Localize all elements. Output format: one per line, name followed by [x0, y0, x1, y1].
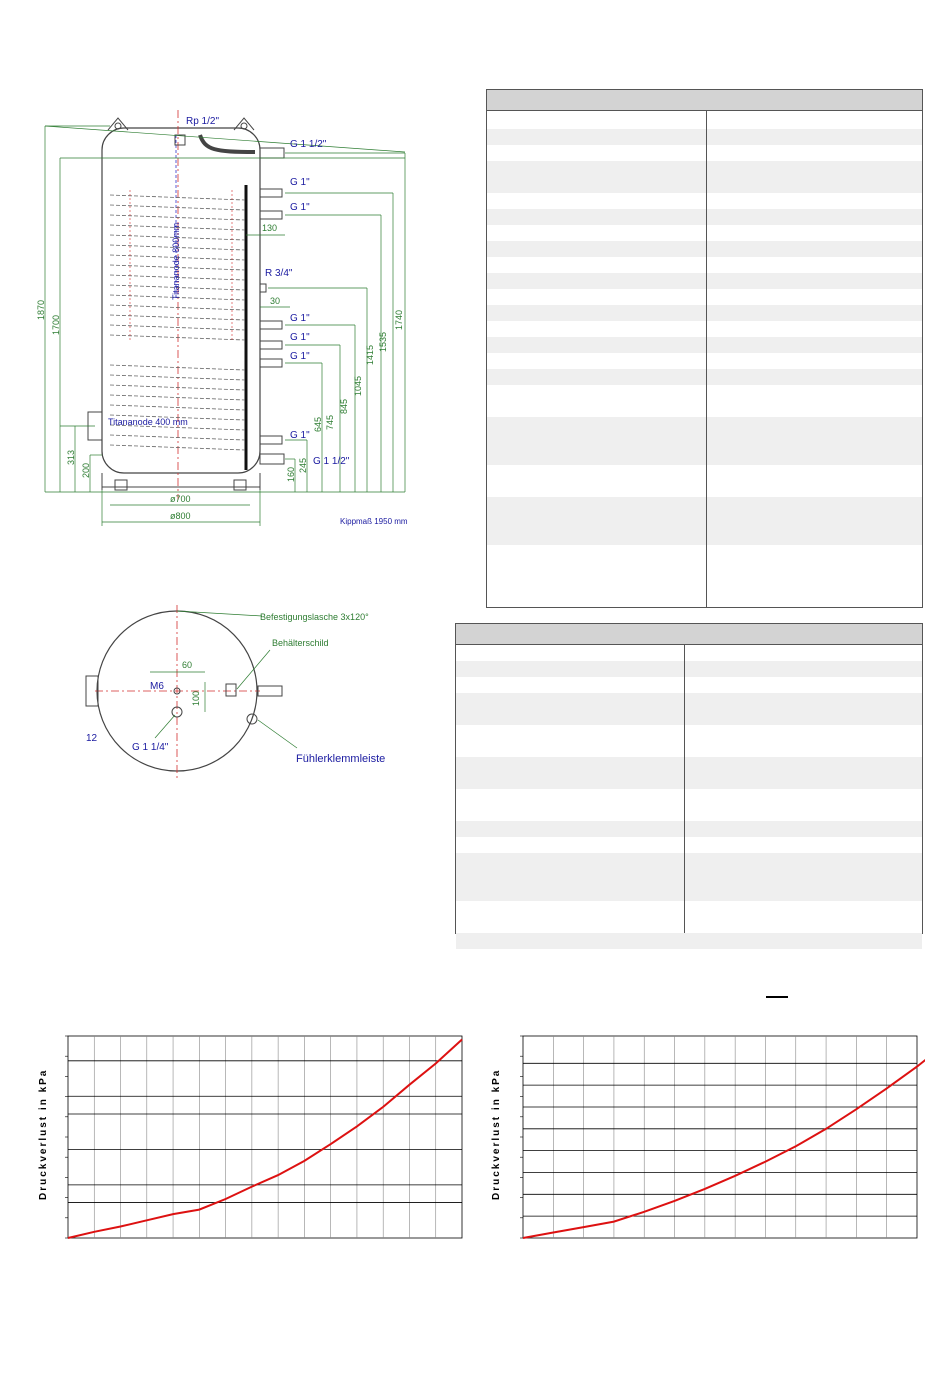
dim-245: 245 [298, 457, 308, 473]
spec-table-1-divider [706, 111, 707, 607]
table-row [487, 161, 922, 193]
dim-745: 745 [325, 414, 335, 430]
label-conn-6: G 1" [290, 332, 310, 343]
label-conn-4: R 3/4" [265, 268, 293, 279]
dim-60: 60 [182, 660, 193, 670]
table-row [487, 241, 922, 257]
label-conn-5: G 1" [290, 313, 310, 324]
table-row [456, 853, 922, 901]
table-row [456, 789, 922, 821]
dim-dia800: ø800 [170, 511, 191, 521]
spec-table-2-rows [456, 645, 922, 949]
dim-845: 845 [339, 398, 349, 414]
table-row [487, 289, 922, 305]
dim-dia700: ø700 [170, 494, 191, 504]
dim-1415: 1415 [365, 344, 375, 365]
table-row [487, 145, 922, 161]
label-conn-3: G 1" [290, 202, 310, 213]
table-row [487, 305, 922, 321]
table-row [487, 497, 922, 545]
table-row [487, 385, 922, 417]
pressure-loss-chart-1 [60, 1030, 470, 1245]
table-row [487, 321, 922, 337]
chart-1-ylabel: Druckverlust in kPa [38, 1068, 49, 1200]
label-bracket: Befestigungslasche 3x120° [260, 612, 369, 622]
label-sensor-strip: Fühlerklemmleiste [296, 753, 386, 765]
dim-645: 645 [313, 416, 323, 432]
table-row [456, 725, 922, 757]
table-row [487, 273, 922, 289]
pressure-loss-chart-2 [515, 1030, 925, 1245]
label-conn-1: G 1 1/2" [290, 139, 327, 150]
pressure-loss-curve [523, 1043, 925, 1238]
label-m6: M6 [150, 681, 164, 692]
table-row [456, 757, 922, 789]
label-conn-8: G 1" [290, 430, 310, 441]
spec-table-1-rows [487, 111, 922, 545]
table-row [487, 209, 922, 225]
tank-side-view-drawing [0, 0, 460, 560]
table-row [456, 837, 922, 853]
table-row [487, 111, 922, 129]
label-anode-vertical: Titananode 800mm [171, 222, 181, 300]
table-row [487, 129, 922, 145]
dim-1870: 1870 [36, 299, 46, 320]
table-row [456, 933, 922, 949]
table-row [456, 693, 922, 725]
chart-2-ylabel: Druckverlust in kPa [491, 1068, 502, 1200]
tank-top-view-drawing [0, 560, 460, 800]
dim-100: 100 [191, 690, 201, 706]
dim-30: 30 [270, 296, 281, 306]
dim-200: 200 [81, 462, 91, 478]
label-conn-9: G 1 1/2" [313, 456, 350, 467]
plot-frame [523, 1036, 917, 1238]
label-nameplate: Behälterschild [272, 638, 329, 648]
dim-160: 160 [286, 466, 296, 482]
table-row [487, 257, 922, 273]
label-g114: G 1 1/4" [132, 742, 169, 753]
spec-table-2-divider [684, 645, 685, 933]
spec-table-1 [486, 89, 923, 608]
plot-frame [68, 1036, 462, 1238]
table-row [487, 369, 922, 385]
dim-130: 130 [262, 223, 278, 233]
table-row [456, 821, 922, 837]
pressure-loss-curve [68, 1040, 462, 1239]
table-row [456, 677, 922, 693]
spec-table-1-header [487, 90, 922, 111]
table-row [487, 193, 922, 209]
spec-table-2-header [456, 624, 922, 645]
dim-1740: 1740 [394, 309, 404, 330]
label-conn-7: G 1" [290, 351, 310, 362]
table-row [487, 417, 922, 465]
dim-1045: 1045 [353, 375, 363, 396]
dash-mark [766, 996, 788, 998]
label-12: 12 [86, 733, 98, 744]
table-row [487, 465, 922, 497]
label-anode-horizontal: Titananode 400 mm [108, 417, 188, 427]
dim-1700: 1700 [51, 314, 61, 335]
table-row [456, 901, 922, 933]
table-row [487, 353, 922, 369]
spec-table-2 [455, 623, 923, 934]
dim-1535: 1535 [378, 331, 388, 352]
label-conn-2: G 1" [290, 177, 310, 188]
label-tilt: Kippmaß 1950 mm [340, 517, 408, 526]
table-row [487, 337, 922, 353]
label-rp-half: Rp 1/2" [186, 116, 220, 127]
table-row [487, 225, 922, 241]
table-row [456, 645, 922, 661]
dim-313: 313 [66, 449, 76, 465]
table-row [456, 661, 922, 677]
